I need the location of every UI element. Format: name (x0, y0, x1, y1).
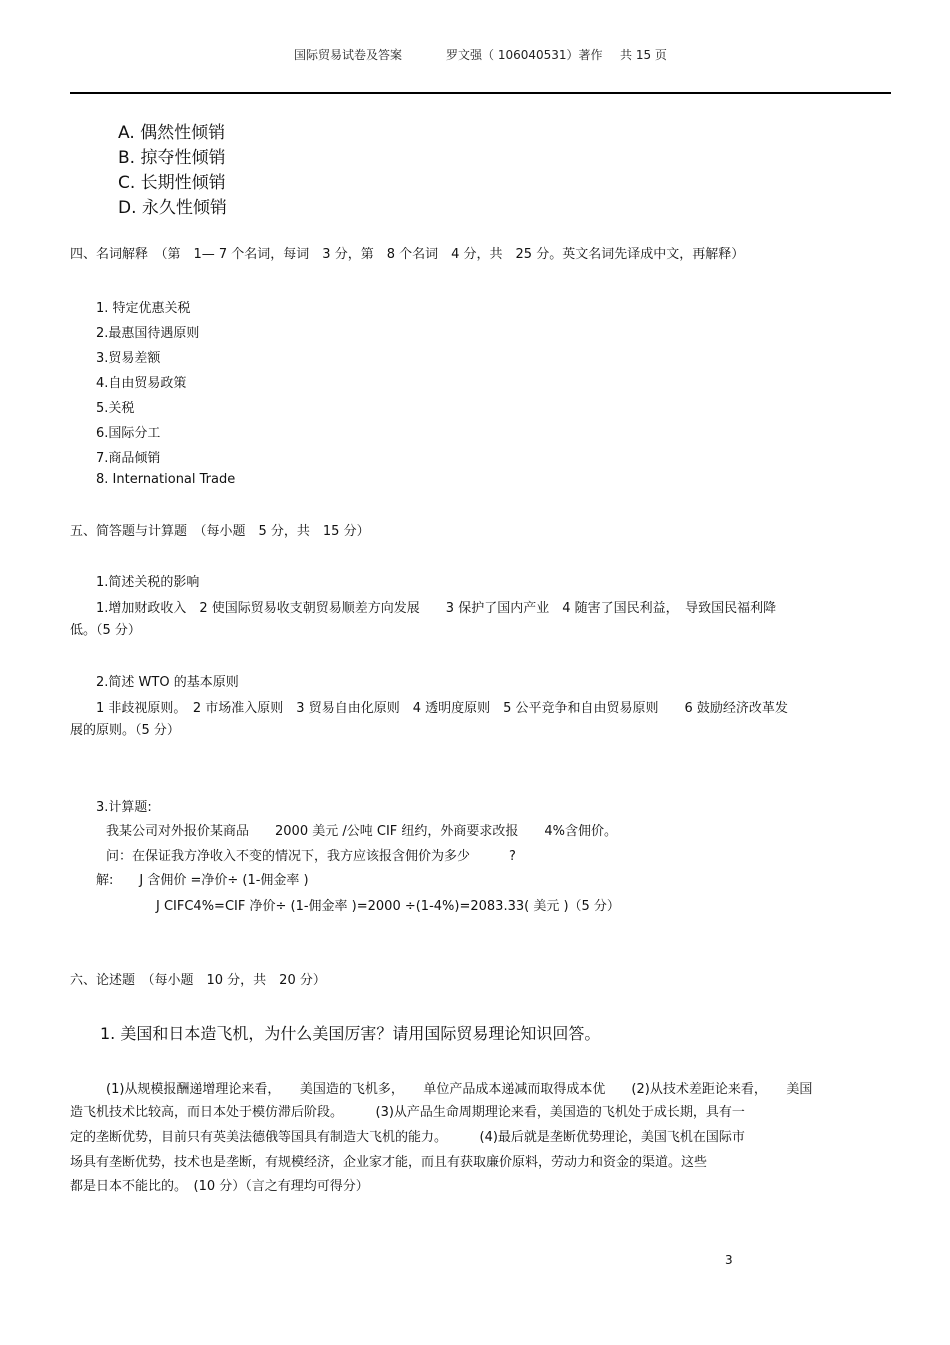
essay-line: 定的垄断优势，目前只有英美法德俄等国具有制造大飞机的能力。 (4)最后就是垄断优势理论，美国飞机在国际市 (70, 1130, 745, 1145)
section5-heading: 五、简答题与计算题 （每小题 5 分，共 15 分） (70, 524, 370, 539)
q2-answer-line: 展的原则。（5 分） (70, 723, 180, 738)
section4-item: 2.最惠国待遇原则 (96, 326, 200, 341)
section4-item: 8. International Trade (96, 472, 236, 487)
header-rule (70, 92, 891, 94)
q1-answer-line: 低。（5 分） (70, 623, 141, 638)
essay-line: (1)从规模报酬递增理论来看， 美国造的飞机多， 单位产品成本递减而取得成本优 (2)从技术差距论来看， 美国 (106, 1082, 813, 1097)
essay-line: 都是日本不能比的。 (10 分）（言之有理均可得分） (70, 1179, 369, 1194)
q3-ask: 问：在保证我方净收入不变的情况下，我方应该报含佣价为多少 ? (106, 849, 516, 864)
section4-item: 6.国际分工 (96, 426, 161, 441)
section4-item: 4.自由贸易政策 (96, 376, 187, 391)
option-a: A. 偶然性倾销 (118, 123, 226, 143)
header-author: 罗文强（ 106040531）著作 (446, 48, 603, 62)
q3-solution: 解: J 含佣价 =净价÷ (1-佣金率 ) (96, 873, 309, 888)
option-b: B. 掠夺性倾销 (118, 148, 226, 168)
essay-line: 造飞机技术比较高，而日本处于模仿滞后阶段。 (3)从产品生命周期理论来看，美国造的飞机处于成长期，具有一 (70, 1105, 745, 1120)
option-c: C. 长期性倾销 (118, 173, 226, 193)
essay-line: 场具有垄断优势，技术也是垄断，有规模经济，企业家才能，而且有获取廉价原料，劳动力和资金的渠道。这些 (70, 1155, 708, 1170)
header-pages: 共 15 页 (620, 48, 667, 62)
q1-answer-line: 1.增加财政收入 2 使国际贸易收支朝贸易顺差方向发展 3 保护了国内产业 4 随害了国民利益， 导致国民福利降 (96, 601, 777, 616)
header-title: 国际贸易试卷及答案 (294, 48, 403, 62)
section6-heading: 六、论述题 （每小题 10 分，共 20 分） (70, 973, 326, 988)
q2-answer-line: 1 非歧视原则。 2 市场准入原则 3 贸易自由化原则 4 透明度原则 5 公平竞争和自由贸易原则 6 鼓励经济改革发 (96, 701, 788, 716)
section4-item: 5.关税 (96, 401, 135, 416)
q2-question: 2.简述 WTO 的基本原则 (96, 675, 239, 690)
q3-question: 3.计算题: (96, 800, 152, 815)
section4-item: 1. 特定优惠关税 (96, 301, 191, 316)
section6-question: 1. 美国和日本造飞机，为什么美国厉害？请用国际贸易理论知识回答。 (100, 1024, 601, 1043)
page-number: 3 (725, 1253, 733, 1267)
section4-item: 7.商品倾销 (96, 451, 161, 466)
q3-problem: 我某公司对外报价某商品 2000 美元 /公吨 CIF 纽约，外商要求改报 4%含佣价。 (106, 824, 618, 839)
section4-heading: 四、名词解释 （第 1— 7 个名词，每词 3 分，第 8 个名词 4 分，共 25 分。英文名词先译成中文，再解释） (70, 247, 745, 262)
q1-question: 1.简述关税的影响 (96, 575, 200, 590)
section4-item: 3.贸易差额 (96, 351, 161, 366)
q3-result: J CIFC4%=CIF 净价÷ (1-佣金率 )=2000 ÷(1-4%)=2083.33( 美元 )（5 分） (156, 899, 620, 914)
option-d: D. 永久性倾销 (118, 198, 227, 218)
